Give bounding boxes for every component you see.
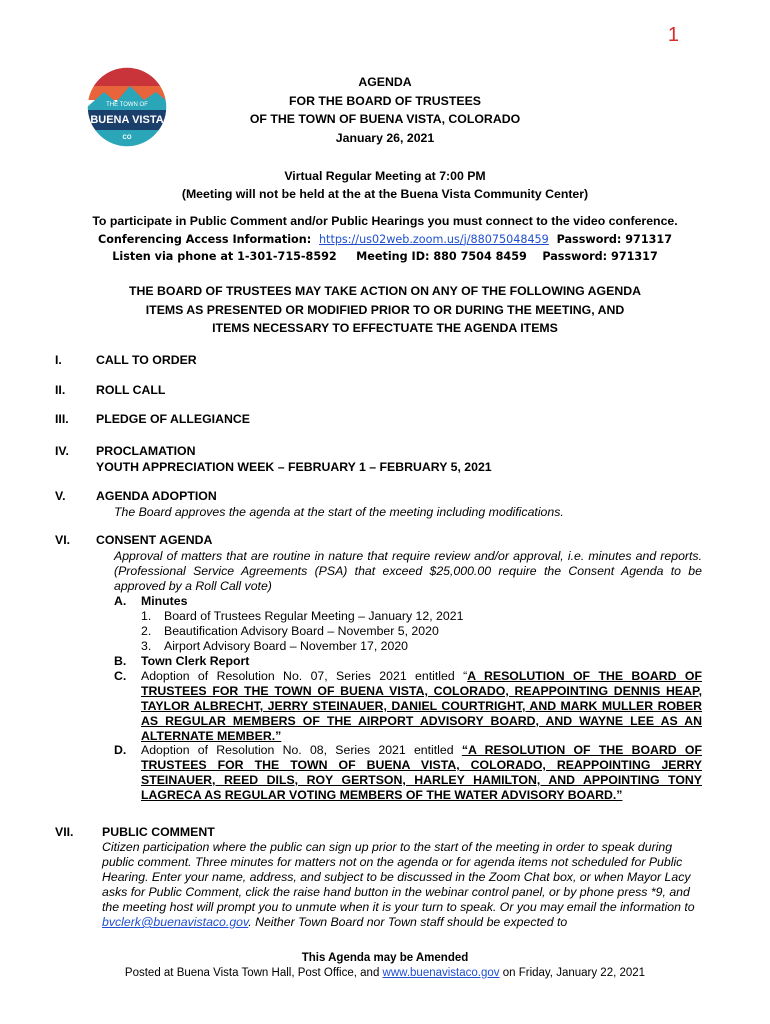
- resolution-07: [141, 669, 702, 744]
- item-number-iii: III.: [55, 412, 69, 426]
- notice-line-1: THE BOARD OF TRUSTEES MAY TAKE ACTION ON ANY OF THE FOLLOWING AGENDA: [129, 284, 641, 298]
- notice-line-2: ITEMS AS PRESENTED OR MODIFIED PRIOR TO OR DURING THE MEETING, AND: [145, 302, 625, 317]
- meeting-id: Meeting ID: 880 7504 8459: [356, 250, 527, 263]
- phone-number: Listen via phone at 1-301-715-8592: [112, 250, 337, 263]
- item-number-vi: VI.: [55, 533, 71, 547]
- item-agenda-adoption: AGENDA ADOPTION: [96, 489, 217, 503]
- notice-line-3: ITEMS NECESSARY TO EFFECTUATE THE AGENDA ITEMS: [212, 321, 558, 335]
- item-number-vii: VII.: [55, 825, 74, 839]
- item-consent-agenda: CONSENT AGENDA: [96, 533, 213, 547]
- resolution-07-prefix: Adoption of Resolution No. 07, Series 2021 entitled “: [141, 669, 468, 683]
- posted-note-suffix: on Friday, January 22, 2021: [499, 967, 646, 979]
- minutes-heading: Minutes: [141, 594, 188, 608]
- item-number-i: I.: [55, 353, 62, 367]
- title-line-town: OF THE TOWN OF BUENA VISTA, COLORADO: [249, 112, 521, 126]
- participation-instructions: To participate in Public Comment and/or Public Hearings you must connect to the video conference.: [92, 214, 678, 228]
- minutes-num-1: 1.: [141, 609, 152, 623]
- public-comment-text: Citizen participation where the public can sign up prior to the start of the meeting in order to speak during public comment. Three minutes for matters not on the agenda or for agenda items not scheduled for Public Hearing. Enter your name, address, and subject to be discussed in the Zoom Chat box, or when Mayor Lacy asks for Public Comment, click the raise hand button in the webinar control panel, or by phone press *9, and the meeting host will prompt you to unmute when it is your turn to speak. Or you may email the information to: [102, 840, 695, 914]
- title-line-agenda: AGENDA: [358, 75, 412, 89]
- access-password: Password: 971317: [556, 232, 672, 246]
- item-call-to-order: CALL TO ORDER: [96, 353, 197, 367]
- public-comment-desc: [102, 840, 702, 930]
- logo-top-text: THE TOWN OF: [106, 102, 148, 108]
- sub-letter-a: A.: [114, 594, 127, 608]
- resolution-07-title: A RESOLUTION OF THE BOARD OF TRUSTEES FOR THE TOWN OF BUENA VISTA, COLORADO, REAPPOINTING DENNIS HEAP, TAYLOR ALBRECHT, JERRY STEINAUER, DANIEL COURTRIGHT, AND MARK MULLER ROBER AS REGULAR MEMBERS OF THE AIRPORT ADVISORY BOARD, AND WAYNE LEE AS AN ALTERNATE MEMBER.”: [141, 669, 702, 743]
- meeting-info: [110, 168, 660, 203]
- sub-letter-b: B.: [114, 654, 127, 668]
- zoom-link[interactable]: https://us02web.zoom.us/j/88075048459: [318, 232, 549, 246]
- town-logo: [86, 66, 168, 148]
- sub-letter-d: D.: [114, 743, 127, 757]
- logo-main-text: BUENA VISTA: [90, 114, 164, 126]
- consent-agenda-desc: Approval of matters that are routine in nature that require review and/or approval, i.e. minutes and reports. (Professional Service Agreements (PSA) that exceed $25,000.00 require the Consent Agenda to be approved by a Roll Call vote): [114, 549, 702, 593]
- footer: [60, 951, 710, 981]
- item-number-iv: IV.: [55, 444, 69, 458]
- minutes-item-1: Board of Trustees Regular Meeting – January 12, 2021: [164, 609, 464, 623]
- minutes-item-2: Beautification Advisory Board – November 5, 2020: [164, 624, 439, 638]
- item-number-ii: II.: [55, 383, 66, 397]
- proclamation-subtitle: YOUTH APPRECIATION WEEK – FEBRUARY 1 – FEBRUARY 5, 2021: [96, 460, 492, 474]
- conference-access: [80, 231, 690, 249]
- minutes-item-3: Airport Advisory Board – November 17, 2020: [164, 639, 409, 653]
- access-label: Conferencing Access Information:: [98, 232, 312, 246]
- resolution-08-title: “A RESOLUTION OF THE BOARD OF TRUSTEES FOR THE TOWN OF BUENA VISTA, COLORADO, REAPPOINTING JERRY STEINAUER, REED DILS, ROY GERTSON, HARLEY HAMILTON, AND APPOINTING TONY LAGRECA AS REGULAR VOTING MEMBERS OF THE WATER ADVISORY BOARD.”: [141, 743, 702, 802]
- page-number: 1: [667, 24, 679, 46]
- posted-note-prefix: Posted at Buena Vista Town Hall, Post Office, and: [124, 967, 383, 979]
- sub-letter-c: C.: [114, 669, 127, 683]
- meeting-location-note: (Meeting will not be held at the at the Buena Vista Community Center): [181, 186, 589, 201]
- meeting-time: Virtual Regular Meeting at 7:00 PM: [284, 169, 486, 183]
- minutes-num-3: 3.: [141, 639, 152, 653]
- item-pledge: PLEDGE OF ALLEGIANCE: [96, 412, 250, 426]
- minutes-num-2: 2.: [141, 624, 152, 638]
- posted-note: [60, 966, 710, 981]
- board-action-notice: [110, 282, 660, 338]
- website-link[interactable]: www.buenavistaco.gov: [382, 967, 500, 979]
- item-proclamation: PROCLAMATION: [96, 444, 196, 458]
- resolution-08-prefix: Adoption of Resolution No. 08, Series 2021 entitled: [141, 743, 462, 757]
- agenda-adoption-desc: The Board approves the agenda at the start of the meeting including modifications.: [114, 505, 564, 519]
- participation-info: [80, 213, 690, 266]
- town-clerk-report: Town Clerk Report: [141, 654, 250, 668]
- agenda-title: [200, 73, 570, 147]
- title-line-board: FOR THE BOARD OF TRUSTEES: [289, 93, 481, 108]
- logo-bottom-text: CO: [122, 135, 132, 141]
- phone-access: [80, 248, 690, 266]
- clerk-email-link[interactable]: bvclerk@buenavistaco.gov: [102, 915, 249, 929]
- item-roll-call: ROLL CALL: [96, 383, 166, 397]
- resolution-08: [141, 743, 702, 803]
- title-line-date: January 26, 2021: [335, 130, 435, 145]
- public-comment-text-end: . Neither Town Board nor Town staff should be expected to: [248, 915, 568, 929]
- item-public-comment: PUBLIC COMMENT: [102, 825, 215, 839]
- item-number-v: V.: [55, 489, 66, 503]
- phone-password: Password: 971317: [542, 250, 658, 263]
- amended-note: This Agenda may be Amended: [301, 952, 469, 964]
